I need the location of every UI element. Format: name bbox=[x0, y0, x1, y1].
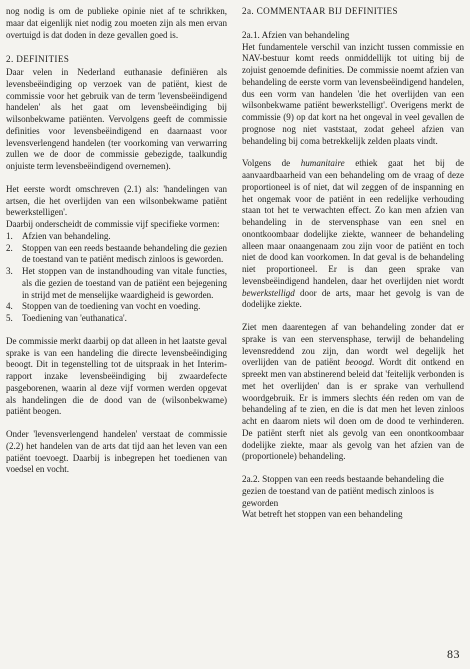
list-text: Toediening van 'euthanatica'. bbox=[22, 313, 127, 323]
subheading-stoppen: 2a.2. Stoppen van een reeds bestaande behandeling die gezien de toestand van de patiënt medisch zinloos is geworden bbox=[242, 474, 444, 508]
paragraph: Wat betreft het stoppen van een behandeling bbox=[242, 509, 403, 520]
right-column bbox=[242, 6, 464, 532]
list-item bbox=[6, 266, 227, 301]
paragraph: Daarbij onderscheidt de commissie vijf specifieke vormen: bbox=[6, 219, 220, 229]
forms-list bbox=[6, 231, 227, 325]
paragraph bbox=[242, 322, 464, 463]
text-run: door de arts, maar het gevolg is van de dodelijke ziekte. bbox=[242, 287, 464, 310]
intro-paragraph: nog nodig is om de publieke opinie niet af te schrikken, maar dat eigenlijk niet nodig zou moeten zijn als men ervan overtuigd is dat doden in deze gevallen goed is. bbox=[6, 6, 227, 40]
list-number: 2. bbox=[6, 242, 13, 253]
section-heading-definities: 2. DEFINITIES bbox=[6, 54, 70, 65]
text-run: . Wordt dit ontkend en spreekt men van abstinerend beleid dat 'feitelijk verbonden is met het overlijden' dan is er sprake van verhullend woordgebruik. Er is immers slechts één reden om van de behandeling af te zien, en die is dat men het leven zinloos acht en daarom niets wil doen om de dood te verhinderen. De patiënt sterft niet als gevolg van een onontkoombaar dodelijke ziekte, maar als gevolg van het afzien van de (proportionele) behandeling. bbox=[242, 357, 464, 462]
subheading-afzien: 2a.1. Afzien van behandeling bbox=[242, 29, 350, 40]
text-run: Ziet men daarentegen af van behandeling zonder dat er sprake is van een stervensphase, terwijl de behandeling levensreddend zou zijn, dan wordt wel degelijk het overlijden van de patiënt bbox=[242, 322, 464, 368]
list-number: 4. bbox=[6, 301, 13, 312]
text-run: Volgens de bbox=[242, 158, 301, 169]
list-item bbox=[6, 243, 227, 267]
italic-text: bewerkstelligd bbox=[242, 287, 295, 298]
list-item bbox=[6, 231, 227, 243]
italic-text: humanitaire bbox=[300, 158, 345, 169]
left-column bbox=[6, 6, 227, 487]
paragraph: Het fundamentele verschil van inzicht tussen commissie en NAV-bestuur komt reeds onmiddellijk tot uiting bij de zojuist genoemde definities. De commissie noemt afzien van behandeling de eerste vorm van levensbeëindigend handelen, dus een vorm van handelen 'die het overlijden van een wilsonbekwame patiënt bewerkstelligt'. Overigens merkt de commissie (9) op dat kort na het ongeval in veel gevallen de prognose nog niet vaststaat, zodat geheel afzien van behandeling bij coma betrekkelijk zelden plaats vindt. bbox=[242, 41, 464, 146]
list-item bbox=[6, 301, 227, 313]
paragraph: Onder 'levensverlengend handelen' verstaat de commissie (2.2) het handelen van de arts dat tijd aan het leven van een patiënt toevoegt. Daarbij is inbegrepen het toedienen van voedsel en vocht. bbox=[6, 429, 227, 475]
italic-text: beoogd bbox=[345, 357, 372, 368]
section-heading-commentaar: 2a. COMMENTAAR BIJ DEFINITIES bbox=[242, 6, 398, 16]
list-item bbox=[6, 313, 227, 325]
paragraph: Daar velen in Nederland euthanasie definiëren als levensbeëindiging op verzoek van de patiënt, kiest de commissie voor het gebruik van de term 'levensbeëindigend handelen' als het gaat om levensbeëindiging bij wilsonbekwame patiënten. Vervolgens geeft de commissie definities voor levensbeëindigend en daarnaast voor levensverlengend handelen (ter voorkoming van verwarring zullen we de door de commissie gebezigde, taalkundig onjuiste term levensbeëindigend overnemen). bbox=[6, 67, 227, 171]
list-number: 5. bbox=[6, 313, 13, 323]
paragraph bbox=[242, 158, 464, 311]
list-text: Het stoppen van de instandhouding van vitale functies, als die gezien de toestand van de patiënt een bejegening in strijd met de menselijke waardigheid is geworden. bbox=[22, 266, 227, 300]
text-run: ethiek gaat het bij de aanvaardbaarheid van een behandeling om de vraag of deze proportioneel is of niet, dat wil zeggen of de inspanning en het ongemak voor de patiënt in een redelijke verhouding staan tot het te verwachten effect. Zo kan men afzien van behandeling in de stervensphase van een snel en onontkoombaar dodelijke ziekte, wanneer de behandeling alleen maar onaangenaam zou zijn voor de patiënt en toch niet de dood kan voorkomen. In dat geval is de behandeling niet proportioneel. Er is dan geen sprake van levensbeëindigend handelen, daar het overlijden niet wordt bbox=[242, 158, 464, 286]
list-number: 1. bbox=[6, 230, 13, 241]
list-text: Stoppen van de toediening van vocht en voeding. bbox=[22, 301, 201, 312]
list-text: Stoppen van een reeds bestaande behandeling die gezien de toestand van te patiënt medisch zinloos is geworden. bbox=[22, 242, 227, 265]
list-number: 3. bbox=[6, 266, 13, 276]
page-number: 83 bbox=[447, 647, 460, 661]
paragraph: De commissie merkt daarbij op dat alleen in het laatste geval sprake is van een handeling die directe levensbeëindiging beoogt. Dit in tegenstelling tot de uitspraak in het Interim-rapport inzake levensbeëindiging bij zwaardefecte pasgeborenen, waarin al deze vijf vormen werden opgevat als handelingen die de dood van de (wilsonbekwame) patiënt beogen. bbox=[6, 335, 227, 417]
list-text: Afzien van behandeling. bbox=[22, 230, 111, 241]
paragraph: Het eerste wordt omschreven (2.1) als: 'handelingen van artsen, die het overlijden van een wilsonbekwame patiënt bewerkstelligen'. bbox=[6, 183, 227, 218]
